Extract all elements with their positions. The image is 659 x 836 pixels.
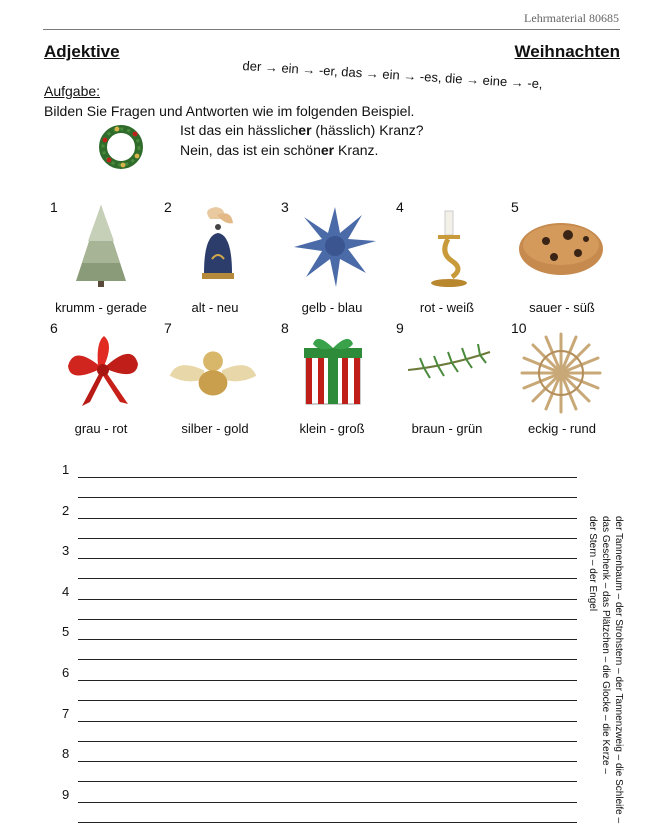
answer-line[interactable] [78, 700, 577, 701]
vocab-box [587, 516, 626, 824]
vocab-line: der Tannenbaum – der Strohstern – der Tannenzweig – die Schleife – [613, 516, 624, 824]
wreath-icon [95, 122, 147, 172]
fir-branch-icon [404, 330, 494, 416]
item-number: 2 [164, 199, 172, 215]
answer-number: 5 [62, 624, 70, 640]
christmas-tree-icon [56, 203, 146, 289]
answer-line[interactable] [78, 477, 577, 478]
answer-number: 6 [62, 665, 70, 680]
answer-number: 1 [62, 462, 70, 477]
vocab-line: der Stern – der Engel [587, 516, 598, 612]
item-number: 6 [50, 320, 58, 336]
item-number: 8 [281, 320, 289, 336]
answer-line[interactable] [78, 822, 577, 823]
gift-icon [288, 330, 378, 416]
answer-number: 2 [62, 502, 70, 518]
grammar-rule: der → ein → -er, das → ein → -es, die → eine → -e, [242, 58, 544, 92]
task-label: Aufgabe: [44, 83, 101, 99]
item-number: 4 [396, 199, 404, 215]
answer-line[interactable] [78, 599, 577, 600]
item-label: gelb - blau [301, 300, 363, 315]
answer-number: 3 [62, 543, 70, 559]
item-label: braun - grün [411, 421, 483, 436]
item-label: silber - gold [181, 421, 249, 436]
answer-line[interactable] [78, 741, 577, 742]
topic-title: Weihnachten [514, 42, 620, 61]
item-label: alt - neu [191, 300, 239, 315]
item-label: rot - weiß [419, 300, 475, 315]
answer-number: 4 [62, 583, 70, 599]
task-instruction: Bilden Sie Fragen und Antworten wie im folgenden Beispiel. [44, 103, 415, 119]
cookie-icon [516, 203, 606, 289]
answer-line[interactable] [78, 721, 577, 722]
straw-star-icon [516, 330, 606, 416]
answer-line[interactable] [78, 639, 577, 640]
header-rule [43, 29, 620, 30]
answer-line[interactable] [78, 761, 577, 762]
answer-line[interactable] [78, 781, 577, 782]
answer-line[interactable] [78, 538, 577, 539]
item-label: sauer - süß [529, 300, 595, 315]
answer-line[interactable] [78, 680, 577, 681]
answer-number: 7 [62, 705, 70, 721]
item-number: 7 [164, 320, 172, 336]
angel-icon [168, 330, 258, 416]
example-answer: Nein, das ist ein schöner Kranz. [180, 142, 379, 158]
item-number: 3 [281, 199, 289, 215]
answer-line[interactable] [78, 659, 577, 660]
bell-icon [172, 203, 262, 289]
answer-line[interactable] [78, 619, 577, 620]
item-number: 9 [396, 320, 404, 336]
bow-icon [58, 330, 148, 416]
item-label: eckig - rund [528, 421, 596, 436]
page-title: Adjektive [44, 42, 120, 61]
answer-line[interactable] [78, 518, 577, 519]
answer-line[interactable] [78, 558, 577, 559]
item-label: grau - rot [74, 421, 128, 436]
item-number: 1 [50, 199, 58, 215]
item-label: klein - groß [299, 421, 365, 436]
item-number: 5 [511, 199, 519, 215]
answer-line[interactable] [78, 578, 577, 579]
answer-line[interactable] [78, 802, 577, 803]
answer-number: 8 [62, 746, 70, 762]
item-number: 10 [511, 320, 527, 336]
answer-line[interactable] [78, 497, 577, 498]
example-question: Ist das ein hässlicher (hässlich) Kranz? [180, 122, 424, 138]
star-icon [290, 203, 380, 289]
item-label: krumm - gerade [55, 300, 147, 315]
vocab-line: das Geschenk – das Plätzchen – die Glocke – die Kerze – [600, 516, 611, 774]
reference-number: Lehrmaterial 80685 [524, 11, 619, 25]
candle-icon [404, 203, 494, 289]
answer-number: 9 [62, 786, 70, 802]
